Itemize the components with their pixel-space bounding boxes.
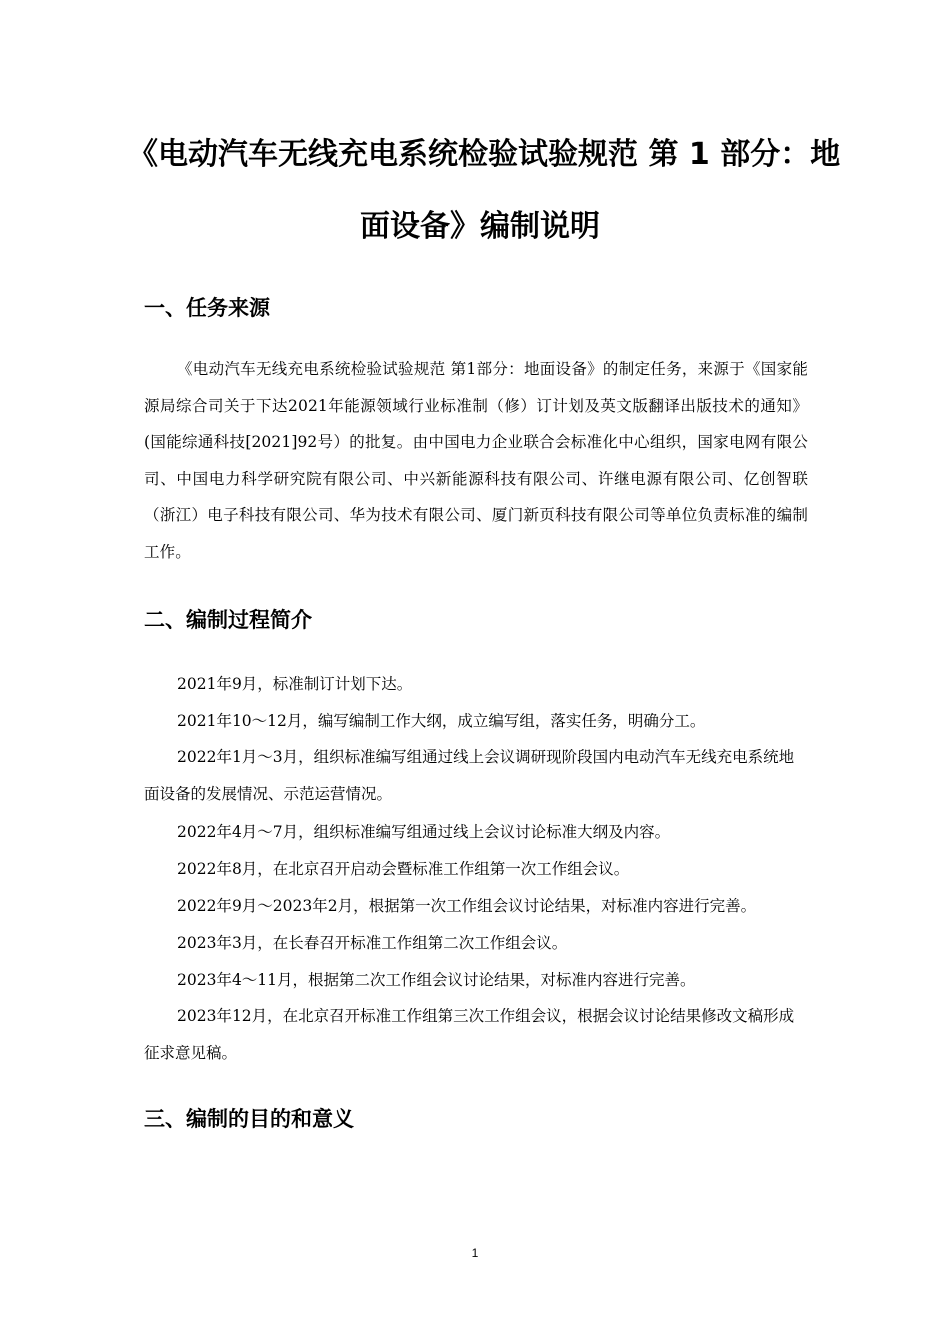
process-item: 2022年8月，在北京召开启动会暨标准工作组第一次工作组会议。 (177, 860, 630, 878)
section-heading-task-source: 一、任务来源 (144, 296, 270, 320)
process-item: 2022年4月～7月，组织标准编写组通过线上会议讨论标准大纲及内容。 (177, 823, 671, 841)
document-title-line-1: 《电动汽车无线充电系统检验试验规范 第 1 部分：地 (128, 137, 841, 172)
section-heading-process: 二、编制过程简介 (144, 608, 312, 632)
document-title-line-2: 面设备》编制说明 (360, 209, 600, 244)
process-item: 2023年12月，在北京召开标准工作组第三次工作组会议，根据会议讨论结果修改文稿形成征求意见稿。 (144, 1007, 795, 1062)
process-item: 2021年10～12月，编写编制工作大纲，成立编写组，落实任务，明确分工。 (177, 712, 706, 730)
process-item: 2023年3月，在长春召开标准工作组第二次工作组会议。 (177, 934, 568, 952)
process-item: 2022年9月～2023年2月，根据第一次工作组会议讨论结果，对标准内容进行完善。 (177, 897, 757, 915)
task-source-paragraph: 《电动汽车无线充电系统检验试验规范 第1部分：地面设备》的制定任务，来源于《国家能源局综合司关于下达2021年能源领域行业标准制（修）订计划及英文版翻译出版技术的通知》(国能综通科技[2021]92号）的批复。由中国电力企业联合会标准化中心组织，国家电网有限公司、中国电力科学研究院有限公司、中兴新能源科技有限公司、许继电源有限公司、亿创智联（浙江）电子科技有限公司、华为技术有限公司、厦门新页科技有限公司等单位负责标准的编制工作。 (144, 360, 808, 561)
page-number: 1 (471, 1246, 479, 1260)
process-item: 2023年4～11月，根据第二次工作组会议讨论结果，对标准内容进行完善。 (177, 971, 696, 989)
section-heading-purpose: 三、编制的目的和意义 (144, 1107, 354, 1131)
process-item: 2021年9月，标准制订计划下达。 (177, 675, 413, 693)
process-item: 2022年1月～3月，组织标准编写组通过线上会议调研现阶段国内电动汽车无线充电系统地面设备的发展情况、示范运营情况。 (144, 748, 795, 803)
